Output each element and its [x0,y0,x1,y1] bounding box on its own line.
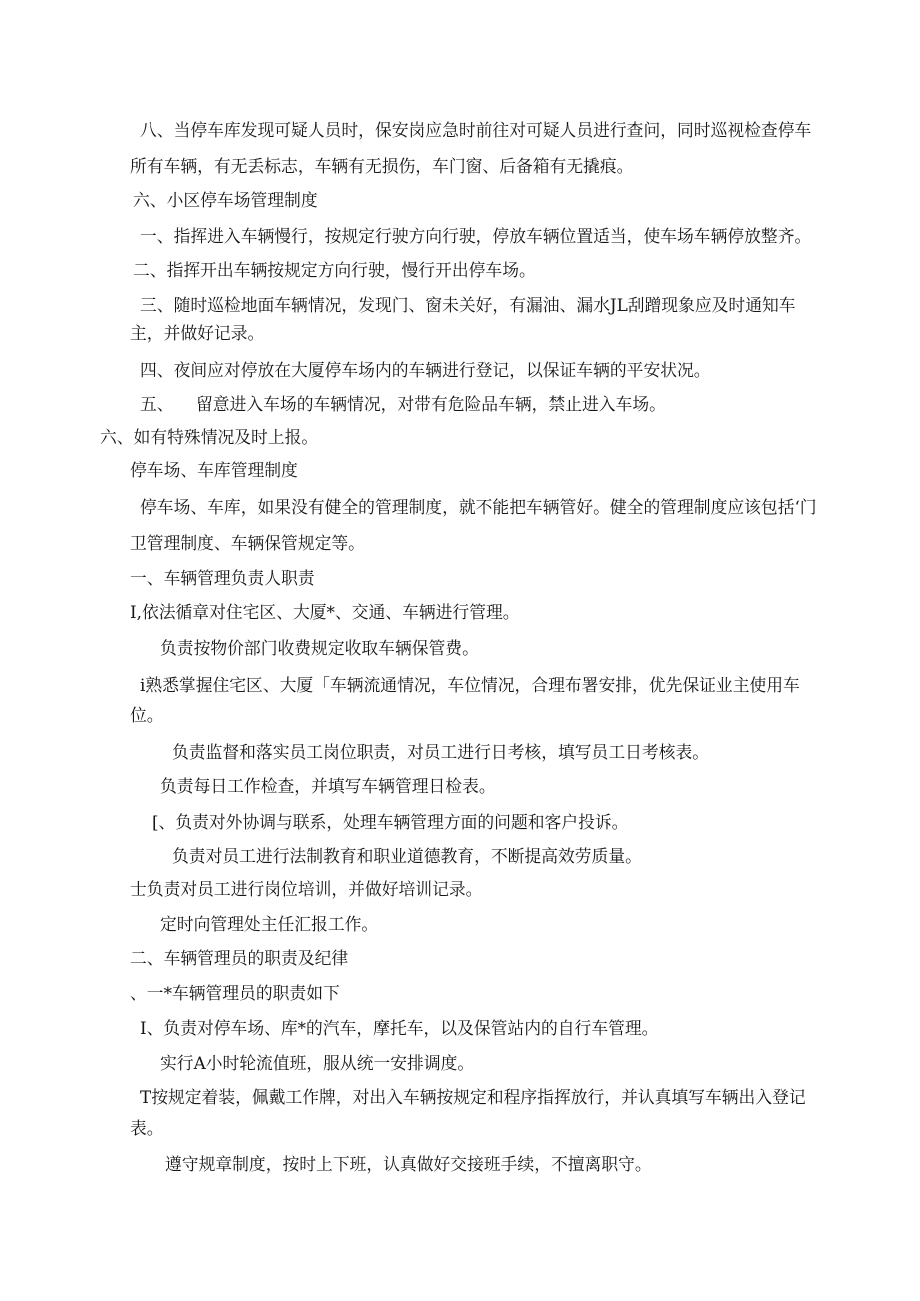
paragraph-line: 表。 [130,1118,164,1138]
paragraph-line: 一、指挥进入车辆慢行，按规定行驶方向行驶，停放车辆位置适当，使车场车辆停放整齐。 [140,226,812,246]
paragraph-line: I,依法循章对住宅区、大厦*、交通、车辆进行管理。 [130,602,520,622]
paragraph-line: 士负责对员工进行岗位培训，并做好培训记录。 [130,879,483,899]
paragraph-line: i熟悉掌握住宅区、大厦「车辆流通情况，车位情况，合理布署安排，优先保证业主使用车 [140,675,800,695]
paragraph-line: 六、如有特殊情况及时上报。 [100,427,319,447]
paragraph-line: 三、随时巡检地面车辆情况，发现门、窗未关好，有漏油、漏水JL刮蹭现象应及时通知车 [140,295,796,315]
paragraph-line: [、负责对外协调与联系，处理车辆管理方面的问题和客户投诉。 [152,812,629,832]
paragraph-line: 负责对员工进行法制教育和职业道德教育，不断提高效劳质量。 [172,846,642,866]
subsection-heading: 、一*车辆管理员的职责如下 [130,983,340,1003]
paragraph-line: 位。 [130,705,164,725]
paragraph-line: 停车场、车库，如果没有健全的管理制度，就不能把车辆管好。健全的管理制度应该包括‘门 [140,497,817,517]
section-heading: 一、车辆管理负责人职责 [130,568,315,588]
paragraph-line: 二、指挥开出车辆按规定方向行驶，慢行开出停车场。 [133,260,536,280]
paragraph-line: 负责每日工作检查，并填写车辆管理日检表。 [160,776,496,796]
paragraph-line: 卫管理制度、车辆保管规定等。 [130,533,365,553]
paragraph-line: 所有车辆，有无丢标志，车辆有无损伤，车门窗、后备箱有无撬痕。 [130,156,634,176]
paragraph-line: 实行A小时轮流值班，服从统一安排调度。 [160,1053,475,1073]
list-number: 五、 [140,394,174,414]
paragraph-line: 留意进入车场的车辆情况，对带有危险品车辆，禁止进入车场。 [196,394,666,414]
section-heading: 停车场、车库管理制度 [130,460,298,480]
paragraph-line: T按规定着装，佩戴工作牌，对出入车辆按规定和程序指挥放行，并认真填写车辆出入登记 [140,1087,806,1107]
paragraph-line: 负责监督和落实员工岗位职责，对员工进行日考核，填写员工日考核表。 [172,742,710,762]
paragraph-line: I、负责对停车场、库*的汽车，摩托车，以及保管站内的自行车管理。 [140,1018,659,1038]
paragraph-line: 定时向管理处主任汇报工作。 [160,914,379,934]
paragraph-line: 遵守规章制度，按时上下班，认真做好交接班手续，不擅离职守。 [165,1154,652,1174]
paragraph-line: 主，并做好记录。 [130,323,265,343]
paragraph-line: 负责按物价部门收费规定收取车辆保管费。 [160,638,479,658]
section-heading: 六、小区停车场管理制度 [133,190,318,210]
section-heading: 二、车辆管理员的职责及纪律 [130,948,349,968]
paragraph-line: 四、夜间应对停放在大厦停车场内的车辆进行登记，以保证车辆的平安状况。 [140,360,711,380]
paragraph-line: 八、当停车库发现可疑人员时，保安岗应急时前往对可疑人员进行查问，同时巡视检查停车 [140,120,812,140]
